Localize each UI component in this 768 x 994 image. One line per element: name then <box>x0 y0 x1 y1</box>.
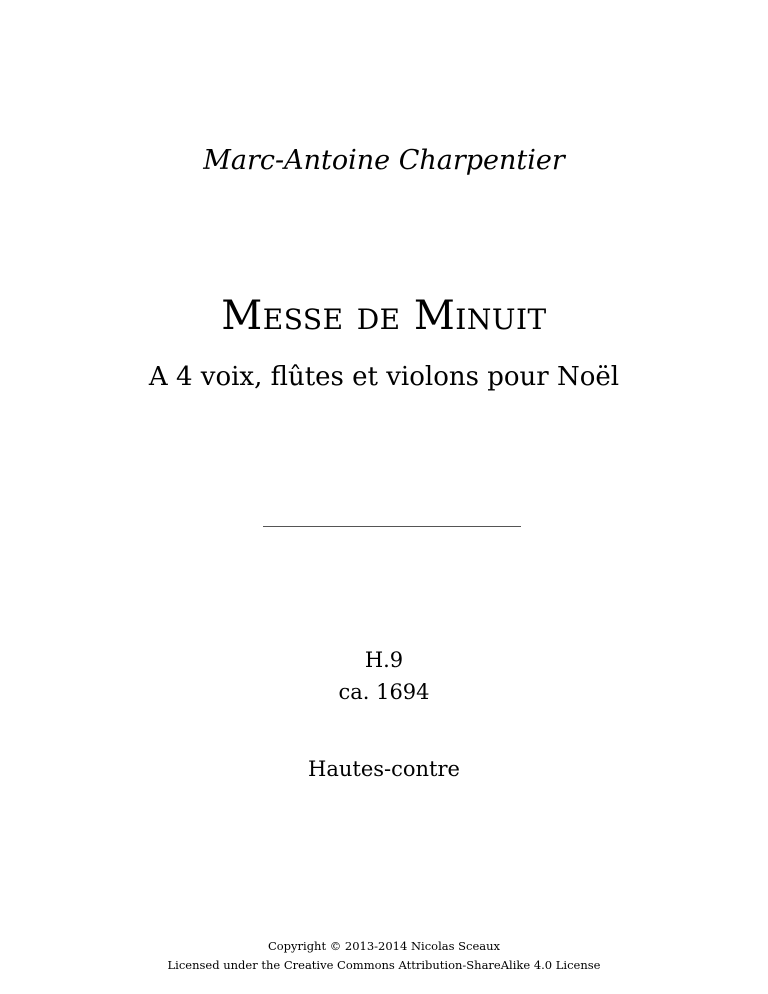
work-subtitle: A 4 voix, flûtes et violons pour Noël <box>148 362 620 392</box>
work-title: Messe de Minuit <box>221 293 547 339</box>
composer-name: Marc-Antoine Charpentier <box>203 145 565 176</box>
copyright-notice: Copyright © 2013-2014 Nicolas Sceaux <box>267 939 501 953</box>
horizontal-divider <box>263 526 521 527</box>
part-name: Hautes-contre <box>308 757 460 781</box>
composition-date: ca. 1694 <box>338 680 430 704</box>
license-notice: Licensed under the Creative Commons Attribution-ShareAlike 4.0 License <box>167 958 601 972</box>
catalog-number: H.9 <box>364 648 404 672</box>
